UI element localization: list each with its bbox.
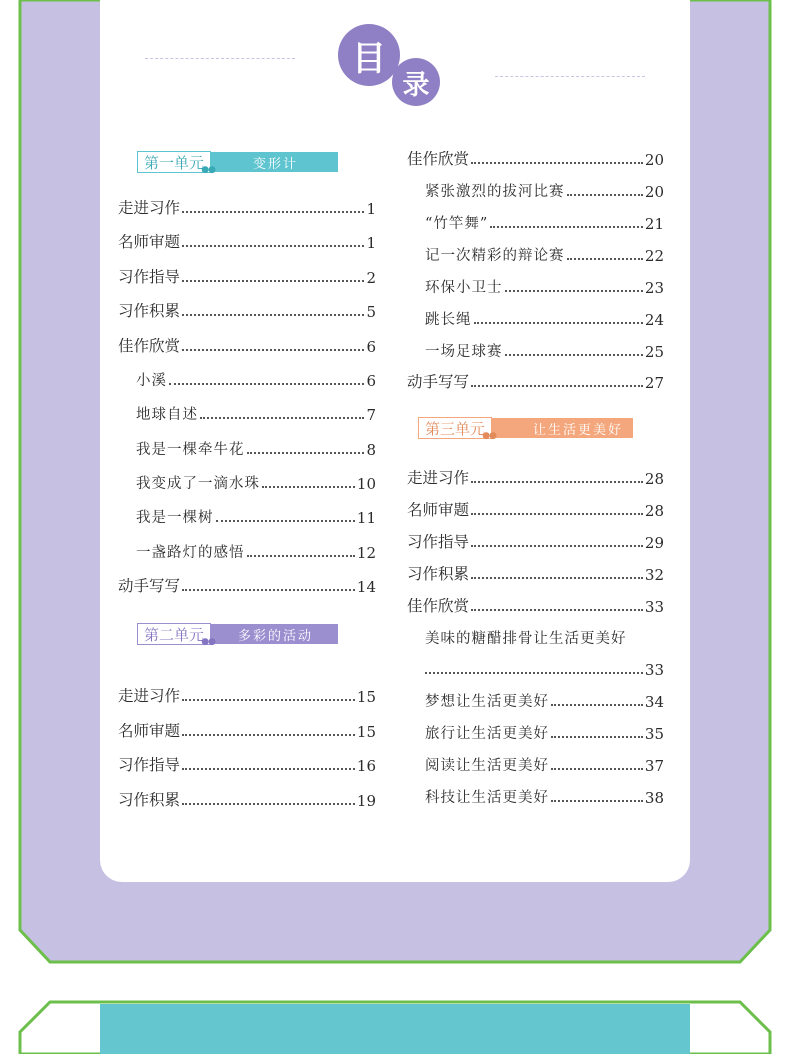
- toc-entry[interactable]: 名师审题 1: [118, 233, 376, 252]
- title-divider-left: [145, 58, 295, 59]
- toc-entry[interactable]: 习作指导 29: [407, 533, 664, 552]
- toc-title: [330, 20, 450, 106]
- unit-2-label: 第二单元: [144, 625, 205, 644]
- toc-entry[interactable]: 习作指导 2: [118, 268, 376, 287]
- toc-entry[interactable]: 我是一棵牵牛花 8: [136, 441, 376, 459]
- dots-icon: ●●: [201, 165, 216, 175]
- toc-entry[interactable]: 地球自述 7: [136, 406, 376, 424]
- toc-entry[interactable]: 佳作欣赏 33: [407, 597, 664, 616]
- toc-entry[interactable]: 一盏路灯的感悟 12: [136, 544, 376, 562]
- toc-entry[interactable]: 走进习作 1: [118, 199, 376, 218]
- toc-entry[interactable]: 习作积累 32: [407, 565, 664, 584]
- toc-entry[interactable]: 走进习作 28: [407, 469, 664, 488]
- unit-1-theme: 变形计: [211, 152, 338, 172]
- toc-entry[interactable]: 记一次精彩的辩论赛 22: [425, 247, 664, 265]
- toc-entry[interactable]: 习作积累 5: [118, 302, 376, 321]
- toc-entry[interactable]: 名师审题 15: [118, 722, 376, 741]
- title-char-1: 目: [338, 24, 400, 86]
- toc-entry[interactable]: 小溪 6: [136, 372, 376, 390]
- dots-icon: ●●: [482, 431, 497, 441]
- toc-entry[interactable]: 梦想让生活更美好 34: [425, 693, 664, 711]
- toc-entry[interactable]: 紧张激烈的拔河比赛 20: [425, 183, 664, 201]
- toc-entry[interactable]: 我变成了一滴水珠 10: [136, 475, 376, 493]
- title-char-2: 录: [392, 58, 440, 106]
- unit-3-header: [418, 416, 633, 440]
- unit-1-header: [137, 150, 338, 174]
- unit-3-theme: 让生活更美好: [492, 418, 633, 438]
- toc-entry[interactable]: 习作指导 16: [118, 756, 376, 775]
- unit-3-label: 第三单元: [425, 419, 486, 438]
- unit-2-header: [137, 622, 338, 646]
- unit-1-label: 第一单元: [144, 153, 205, 172]
- toc-entry[interactable]: “竹竿舞” 21: [425, 215, 664, 233]
- toc-entry[interactable]: 我是一棵树 11: [136, 509, 376, 527]
- toc-entry[interactable]: 跳长绳 24: [425, 311, 664, 329]
- toc-entry[interactable]: 科技让生活更美好 38: [425, 789, 664, 807]
- toc-entry[interactable]: 美味的糖醋排骨让生活更美好: [425, 631, 627, 647]
- toc-entry[interactable]: 名师审题 28: [407, 501, 664, 520]
- toc-entry[interactable]: 旅行让生活更美好 35: [425, 725, 664, 743]
- unit-2-theme: 多彩的活动: [211, 624, 338, 644]
- toc-entry[interactable]: 佳作欣赏 6: [118, 337, 376, 356]
- toc-entry-continued[interactable]: 33: [425, 657, 664, 679]
- bottom-teal-bar: [100, 1004, 690, 1054]
- toc-entry[interactable]: 动手写写 14: [118, 577, 376, 596]
- toc-entry[interactable]: 习作积累 19: [118, 791, 376, 810]
- toc-entry[interactable]: 环保小卫士 23: [425, 279, 664, 297]
- toc-entry[interactable]: 动手写写 27: [407, 373, 664, 392]
- toc-entry[interactable]: 走进习作 15: [118, 687, 376, 706]
- title-divider-right: [495, 76, 645, 77]
- toc-entry[interactable]: 阅读让生活更美好 37: [425, 757, 664, 775]
- toc-entry[interactable]: 一场足球赛 25: [425, 343, 664, 361]
- toc-entry[interactable]: 佳作欣赏 20: [407, 150, 664, 169]
- dots-icon: ●●: [201, 637, 216, 647]
